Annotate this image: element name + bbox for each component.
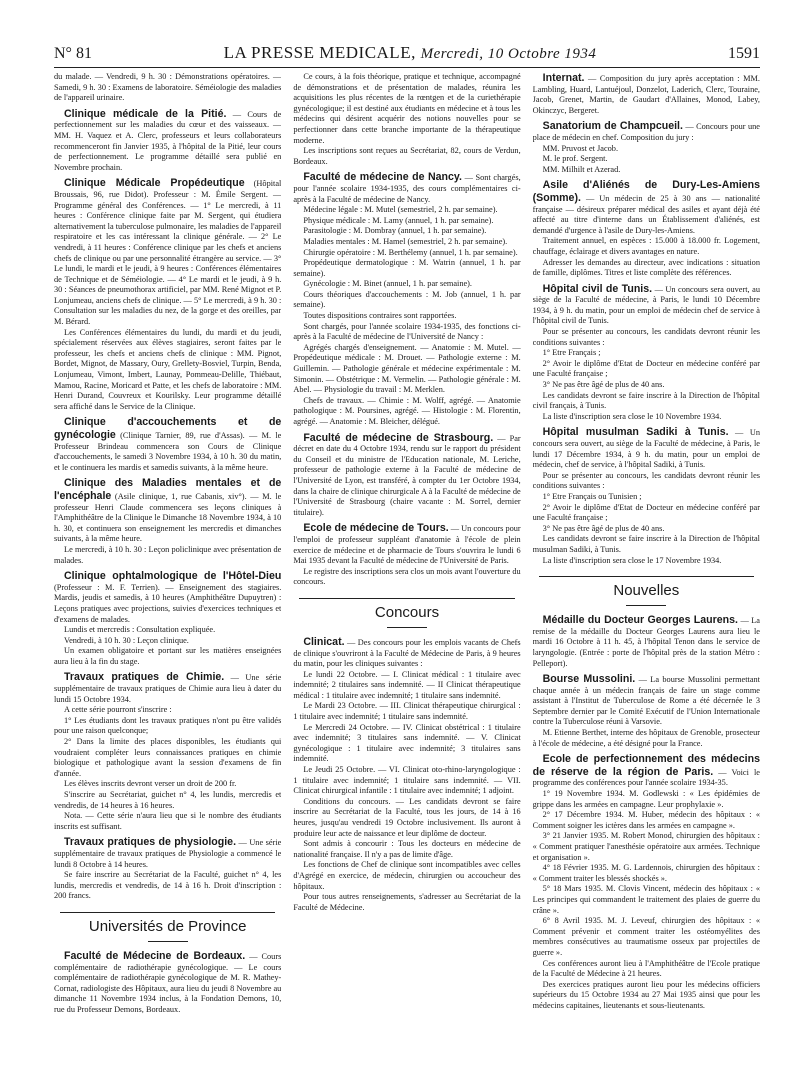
heading-ophtalmo: Clinique ophtalmologique de l'Hôtel-Dieu [64,570,282,583]
article-nancy [293,171,520,205]
list-item: MM. Milhilt et Azerad. [542,164,621,174]
list-item: 3° Ne pas être âgé de plus de 40 ans. [542,523,665,533]
text-ophtalmo: (Professeur : M. F. Terrien). — Enseignement des stagiaires. Mardis, jeudis et samedis, à 10 heures (Amphithéâtre Dupuytren) : Leçons pratiques avec projections, suivies d'exercices techniques et d'examens de malades. [54,582,282,624]
section-header-concours [293,598,520,628]
list-item: 1° Etre Français ; [542,348,601,358]
article-reserve [533,753,760,789]
text-ophtalmo-4: Un examen obligatoire et portant sur les matières enseignées aura lieu à la fin du stage. [54,646,282,666]
list-item: 6° 8 Avril 1935. M. J. Leveuf, chirurgien des hôpitaux : « Comment prévenir et comment traiter les ostéomyélites des membres consécutives au traumatisme osseux par projectiles de guerre ». [532,916,760,957]
section-header-nouvelles [533,576,760,606]
section-title-concours: Concours [374,603,440,621]
heading-mentales: Clinique des Maladies mentales et de l'encéphale [54,477,282,502]
article-bordeaux [54,950,281,1016]
list-item: Propédeutique dermatologique : M. Watrin (annuel, 1 h. par semaine). [293,258,521,278]
heading-clinicat: Clinicat. [303,635,345,648]
section-title-universites: Universités de Province [88,917,247,935]
article-clinicat [293,636,520,670]
heading-propedeutique: Clinique Médicale Propédeutique [64,177,245,190]
text-dury: — Un médecin de 25 à 30 ans — nationalité française — désireux préparer médical des asiles et ayant déjà été affecté au titre d'interne dans un Établissement d'aliénés, est demandé d'urgence à l'asile de Dury-les-Amiens. [532,193,760,235]
page-header [54,40,760,68]
heading-nancy: Faculté de médecine de Nancy. [303,171,462,184]
text-clinicat-4: Les fonctions de Chef de clinique sont incompatibles avec celles d'Agrégé en exercice, de médecin, chirurgien ou accoucheur des hôpitaux. [293,860,521,891]
issue-date: Mercredi, 10 Octobre 1934 [420,46,597,62]
heading-reserve: Ecole de perfectionnement des médecins de réserve de la région de Paris. [532,753,760,778]
heading-internat: Internat. [542,72,585,84]
text-mussolini: — La bourse Mussolini permettant chaque année à un médecin français de faire un stage comme assistant à l'Institut de Tuberculose de Rome a été décernée le 3 Septembre dernier par le Comité Exécutif de l'Union Internationale contre la Tuberculose réuni à Varsovie. [532,675,760,727]
list-item: MM. Pruvost et Jacob. [542,143,619,153]
heading-tunis: Hôpital civil de Tunis. [542,282,653,295]
heading-laurens: Médaille du Docteur Georges Laurens. [542,614,738,627]
page-number: 1591 [728,45,760,62]
list-item: 2° Avoir le diplôme d'Etat de Docteur en médecine conféré par une Faculté française ; [532,358,760,379]
list-item: Médecine légale : M. Mutel (semestriel, 2 h. par semaine). [303,205,498,215]
text-sadiki: — Un concours sera ouvert, au siège de la Faculté de médecine, à Paris, le lundi 17 Décembre 1934, à 9 h. du matin, pour un emploi de médecin, chef de service, à l'hôpital Sadiki, à Tunis. [532,428,760,470]
heading-mussolini: Bourse Mussolini. [542,673,636,686]
list-item: Le Mercredi 24 Octobre. — IV. Clinicat obstétrical : 1 titulaire avec indemnité; 3 titulaires sans indemnité. — V. Clinicat gynécologique : 1 titulaire avec indemnité; 3 titulaires sans indemnité. [293,722,521,764]
text-physiologie-2: Se faire inscrire au Secrétariat de la Faculté, guichet n° 4, les lundis, mercredis et vendredis, de 14 à 16 h. Droit d'inscription : 200 francs. [54,870,282,901]
list-item: Le lundi 22 Octobre. — I. Clinicat médical : 1 titulaire avec indemnité; 2 titulaires sans indemnité. — II Clinicat thérapeutique médical : 1 titulaire avec indemnité; 1 titulaire sans indemnité. [293,669,521,700]
column-1 [54,72,281,1072]
list-item: 2° 17 Décembre 1934. M. Huber, médecin des hôpitaux : « Comment soigner les ictères dans les armées en campagne ». [532,810,760,830]
heading-dury-2: (Somme). [532,191,581,204]
list-item: Toutes dispositions contraires sont rapportées. [303,311,457,321]
column-2 [293,72,520,1072]
list-item: Physique médicale : M. Lamy (annuel, 1 h. par semaine). [303,215,494,225]
article-ophtalmo [54,570,281,625]
text-dury-3: Adresser les demandes au directeur, avec indications : situation de famille, diplômes. Titres et liste complète des références. [532,257,760,278]
text-pitie: — Cours de perfectionnement sur les maladies du cœur et des vaisseaux. — MM. H. Vaquez et A. Clerc, professeurs et leurs collaborateurs recommenceront fin Janvier 1935, à l'hôpital de la Pitié, leur cours de perfectionnement. Le programme détaillé sera publié en Novembre prochain. [54,109,282,172]
list-item: 1° 19 Novembre 1934. M. Godlewski : « Les épidémies de grippe dans les armées en campagne. Leur prophylaxie ». [532,789,760,809]
list-item: Chirurgie opératoire : M. Berthélemy (annuel, 1 h. par semaine). [303,247,518,257]
article-propedeutique [54,177,281,327]
text-mussolini-2: M. Etienne Berthet, interne des hôpitaux de Grenoble, prosecteur à l'école de médecine, a été désigné pour la France. [532,728,760,748]
text-reserve-3: Des exercices pratiques auront lieu pour les médecins officiers supérieurs du 15 Octobre 1934 au 27 Mai 1935 ainsi que pour les médecins capitaines, lieutenants et sous-lieutenants. [532,979,760,1010]
text-chimie-6: S'inscrire au Secrétariat, guichet n° 4, les lundis, mercredis et vendredis, de 14 heures à 16 heures. [54,790,282,810]
article-champcueil [533,120,760,143]
article-dury [533,179,760,236]
text-bordeaux-cont: Ce cours, à la fois théorique, pratique et technique, accompagné de démonstrations et de présentation de malades, réunira les acquisitions les plus récentes de la rœntgen et de la curiethérapie gynécologique; il est destiné aux étudiants en médecine et à tous les médecins qui désirent acquérir des notions nouvelles pour se perfectionner dans cette branche importante de la thérapeutique moderne. [293,72,521,145]
text-propedeutique-2: Les Conférences élémentaires du lundi, du mardi et du jeudi, spécialement réservées aux élèves stagiaires, seront faites par le professeur, les chefs et anciens chefs de clinique : MM. Pignot, Bordet, Mignot, de Massary, Oury, Grellety-Bosviel, Turpin, Benda, Lonjumeau, Vimont, Imbert, Launay, Pommeau-Delille, Thiébaut, Mamou, Racine, Moricard et Patte, et les chefs de laboratoire : MM. Henri Durand, Couvreux et Kourilsky. Leur programme détaillé sera affiché dans le Service de la Clinique. [54,327,282,411]
heading-tours: Ecole de médecine de Tours. [303,522,449,535]
heading-physiologie: Travaux pratiques de physiologie. [64,836,237,849]
text-chimie-4: 2° Dans la limite des places disponibles, les étudiants qui voudraient compléter leurs connaissances pratiques en chimie biologique et pathologique avant la session d'examens de fin d'année. [54,737,282,778]
article-tours [293,522,520,566]
text-chimie-3: 1° Les étudiants dont les travaux pratiques n'ont pu être validés pour une raison quelconque; [54,715,282,736]
text-ophtalmo-3: Vendredi, à 10 h. 30 : Leçon clinique. [64,635,189,645]
list-item: 2° Avoir le diplôme d'Etat de Docteur en médecine conféré par une Faculté française ; [532,502,760,523]
text-physiologie: — Une série supplémentaire de travaux pratiques de Physiologie a commencé le lundi 8 Octobre à 14 heures. [54,838,282,869]
list-item: Maladies mentales : M. Hamel (semestriel, 2 h. par semaine). [303,236,508,246]
column-3 [533,72,760,1072]
heading-dury: Asile d'Aliénés de Dury-Les-Amiens [542,179,760,192]
text-propedeutique: (Hôpital Broussais, 96, rue Didot). Professeur : M. Émile Sergent. — Programme général des Conférences. — 1° Le mercredi, à 11 heures : Conférence clinique faite par M. Sergent, qui étudiera alternativement la tuberculose pulmonaire, les maladies de l'appareil respiratoire et les cas intéressant la clinique générale. — 2° Le vendredi, à 11 heures : Conférence clinique par les chefs et anciens chefs de clinique ou par une personnalité étrangère au service. — 3° Le lundi, le mardi et le jeudi, à 9 heures : Conférences élémentaires de Technique et de Séméiologie. — 4° Le mardi et le jeudi, à 9 h. 30 : Séances de pneumothorax artificiel, par MM. René Mignot et P. Lonjumeau, anciens chefs de clinique. — 5° Le mercredi, à 9 h. 30 : Consultation sur les maladies du nez, de la gorge et des oreilles, par M. Bérard. [54,179,282,327]
text-chimie-5: Les élèves inscrits devront verser un droit de 200 fr. [64,779,237,789]
text-ophtalmo-2: Lundis et mercredis : Consultation expliquée. [64,625,216,635]
text-tours: — Un concours pour l'emploi de professeur suppléant d'anatomie à l'école de plein exercice de médecine et de pharmacie de Tours s'ouvrira le lundi 6 Mai 1935 devant la Faculté de médecine de l'Université de Paris. [293,524,521,566]
journal-title [224,43,597,63]
text-strasbourg: — Par décret en date du 4 Octobre 1934, rendu sur le rapport du président du Conseil et du ministre de l'Education nationale, M. Leriche, professeur de pathologie externe à la Faculté de médecine de l'Université de Lyon, est transféré, à compter du 1er Octobre 1934, dans la chaire de clinique chirurgicale A à la Faculté de médecine de l'Université de Strasbourg (chaire vacante : M. Sorrel, dernier titulaire). [293,433,521,517]
text-tunis-2: Pour se présenter au concours, les candidats devront réunir les conditions suivantes : [532,327,760,347]
list-item: Gynécologie : M. Binet (annuel, 1 h. par semaine). [303,279,472,289]
text-tunis-3: Les candidats devront se faire inscrire à la Direction de l'hôpital civil français, à Tunis. [532,390,760,411]
text-mentales: (Asile clinique, 1, rue Cabanis, xiv°). — M. le professeur Henri Claude commencera ses leçons cliniques à l'Amphithéâtre de la Clinique le Dimanche 18 Novembre 1934, à 10 h. 30, et continuera son enseignement les mercredis et dimanches suivants, à la même heure. [54,491,282,544]
article-accouchements [54,416,281,473]
article-tunis [533,283,760,327]
issue-number: N° 81 [54,45,92,62]
list-item: 1° Etre Français ou Tunisien ; [542,491,642,501]
text-chimie: — Une série supplémentaire de travaux pratiques de Chimie aura lieu à dater du lundi 15 Octobre 1934. [54,673,282,704]
article-mentales [54,477,281,545]
text-nancy: — Sont chargés, pour l'année scolaire 1934-1935, des cours complémentaires ci-après à la Faculté de médecine de Nancy. [293,173,521,204]
text-mentales-2: Le mercredi, à 10 h. 30 : Leçon policlinique avec présentation de malades. [54,544,282,565]
text-accouchements: (Clinique Tarnier, 89, rue d'Assas). — M. le Professeur Brindeau commencera son Cours de Clinique d'accouchements, le samedi 3 Novembre 1934, à 10 h. 30 du matin, et le continuera les mardis et samedis suivants, à la même heure. [54,431,282,472]
section-short-rule [148,941,188,942]
list-item: Le Mardi 23 Octobre. — III. Clinicat thérapeutique chirurgical : 1 titulaire avec indemnité; 1 titulaire sans indemnité. [293,701,521,722]
article-mussolini [533,673,760,728]
text-bordeaux-cont-2: Les inscriptions sont reçues au Secrétariat, 82, cours de Verdun, Bordeaux. [293,146,521,166]
text-chimie-7: Nota. — Cette série n'aura lieu que si le nombre des étudiants inscrits est suffisant. [54,811,282,831]
text-clinicat-3: Sont admis à concourir : Tous les docteurs en médecine de nationalité française. Il n'y a pas de limite d'âge. [293,839,521,859]
text-tunis-4: La liste d'inscription sera close le 10 Novembre 1934. [542,411,722,421]
list-item: Cours théoriques d'accouchements : M. Job (annuel, 1 h. par semaine). [293,289,521,310]
text-dury-2: Traitement annuel, en espèces : 15.000 à 18.000 fr. Logement, chauffage, éclairage et divers avantages en nature. [532,236,760,256]
article-physiologie [54,836,281,870]
section-title-nouvelles: Nouvelles [613,582,680,600]
heading-bordeaux: Faculté de Médecine de Bordeaux. [64,949,246,962]
text-nancy-2: Sont chargés, pour l'année scolaire 1934-1935, des fonctions ci-après à la Faculté de médecine de l'Université de Nancy : [293,321,521,342]
list-item: 3° Ne pas être âgé de plus de 40 ans. [542,380,665,390]
article-laurens [533,614,760,669]
text-sadiki-3: Les candidats devront se faire inscrire à la Direction de l'hôpital musulman Sadiki, à Tunis. [532,534,760,554]
text-clinicat-5: Pour tous autres renseignements, s'adresser au Secrétariat de la Faculté de Médecine. [293,892,521,912]
article-pitie [54,108,281,174]
article-chimie [54,671,281,705]
article-sadiki [533,426,760,470]
article-intro: du malade. — Vendredi, 9 h. 30 : Démonstrations opératoires. — Samedi, 9 h. 30 : Examens de laboratoire. Séméiologie des maladies de l'appareil urinaire. [54,72,282,103]
heading-pitie: Clinique médicale de la Pitié. [64,107,227,120]
heading-champcueil: Sanatorium de Champcueil. [542,120,683,133]
journal-name: LA PRESSE MEDICALE, [223,43,416,62]
article-internat [533,72,760,116]
heading-sadiki: Hôpital musulman Sadiki à Tunis. [542,426,729,439]
heading-chimie: Travaux pratiques de Chimie. [64,671,225,684]
heading-strasbourg: Faculté de médecine de Strasbourg. [303,431,494,444]
text-nancy-4: Chefs de travaux. — Chimie : M. Wolff, agrégé. — Anatomie pathologique : M. Poursines, agrégé. — Histologie : M. Florentin, agrégé. — Anatomie : M. Bleicher, délégué. [293,395,521,426]
text-tunis: — Un concours sera ouvert, au siège de la Faculté de médecine, à Paris, le lundi 10 Décembre 1934, à 9 h. du matin, pour un emploi de médecin chef de service à l'hôpital civil de Tunis. [532,284,760,326]
text-laurens: — La remise de la médaille du Docteur Georges Laurens aura lieu le mardi 16 Octobre à 11 h. 45, à l'hôpital Tenon dans le service de laryngologie. (Entrée : porte de l'hôpital près de la station Métro : Pelleport). [532,616,760,668]
text-internat: — Composition du jury après acceptation : MM. Lambling, Huard, Lantuéjoul, Donzelot, Laderich, Clerc, Touraine, Jacob, Grenet, Martin, de Gaudart d'Allaines, Monod, Labey, Okinczyc, Bergeret. [532,74,760,115]
text-sadiki-4: La liste d'inscription sera close le 17 Novembre 1934. [542,555,722,565]
text-nancy-3: Agrégés chargés d'enseignement. — Anatomie : M. Mutel. — Propédeutique médicale : M. Drouet. — Pathologie externe : M. Guillemin. — Pathologie générale et médecine expérimentale : M. Simonin. — Obstétrique : M. Vermelin. — Pathologie générale : M. Abel. — Physiologie du travail : M. Merklen. [293,342,521,395]
text-sadiki-2: Pour se présenter au concours, les candidats devront réunir les conditions suivantes : [532,470,760,491]
list-item: M. le prof. Sergent. [542,154,608,164]
list-item: Parasitologie : M. Dombray (annuel, 1 h. par semaine). [303,226,487,236]
list-item: 5° 18 Mars 1935. M. Clovis Vincent, médecin des hôpitaux : « Les principes qui commandent le traitement des plaies de guerre du crâne ». [532,884,760,915]
section-header-universites [54,912,281,942]
text-clinicat-2: Conditions du concours. — Les candidats devront se faire inscrire au Secrétariat de la Faculté, tous les jours, de 14 à 16 heures, jusqu'au vendredi 19 Octobre inclusivement. Ils auront à produire leur acte de naissance et leur diplôme de docteur. [293,796,521,838]
text-clinicat: — Des concours pour les emplois vacants de Chefs de clinique s'ouvriront à la Faculté de Médecine de Paris, à 9 heures du matin, pour les cliniques suivantes : [293,637,521,669]
text-chimie-2: A cette série pourront s'inscrire : [64,705,172,715]
heading-accouchements: Clinique d'accouchements et de gynécologie [54,416,282,441]
list-item: Le Jeudi 25 Octobre. — VI. Clinicat oto-rhino-laryngologique : 1 titulaire avec indemnité; 1 titulaire sans indemnité. — VII. Clinicat chirurgical infantile : 1 titulaire avec indemnité; 1 adjoint. [293,765,521,796]
section-short-rule [626,605,666,606]
section-short-rule [387,627,427,628]
text-reserve-2: Ces conférences auront lieu à l'Amphithéâtre de l'Ecole pratique de la Faculté de Médecine à 21 heures. [532,958,760,979]
text-champcueil: — Concours pour une place de médecin en chef. Composition du jury : [532,122,760,142]
list-item: 4° 18 Février 1935. M. G. Lardennois, chirurgien des hôpitaux : « Comment traiter les blessés shockés ». [532,863,760,883]
list-item: 3° 21 Janvier 1935. M. Robert Monod, chirurgien des hôpitaux : « Comment pratiquer l'anesthésie opératoire aux armées. Technique et organisation ». [532,831,760,862]
text-bordeaux: — Cours complémentaire de radiothérapie gynécologique. — Le cours complémentaire de radiothérapie gynécologique de M. R. Mathey-Cornat, radiologiste des Hôpitaux, aura lieu du jeudi 8 Novembre au dimanche 11 Novembre 1934 inclus, à la Fondation Demons, 10, rue du Professeur Demons, Bordeaux. [54,951,282,1014]
text-tours-2: Le registre des inscriptions sera clos un mois avant l'ouverture du concours. [293,566,521,587]
columns [54,72,760,1072]
text-reserve: — Voici le programme des conférences pour l'année scolaire 1934-35. [532,767,760,788]
article-strasbourg [293,432,520,519]
